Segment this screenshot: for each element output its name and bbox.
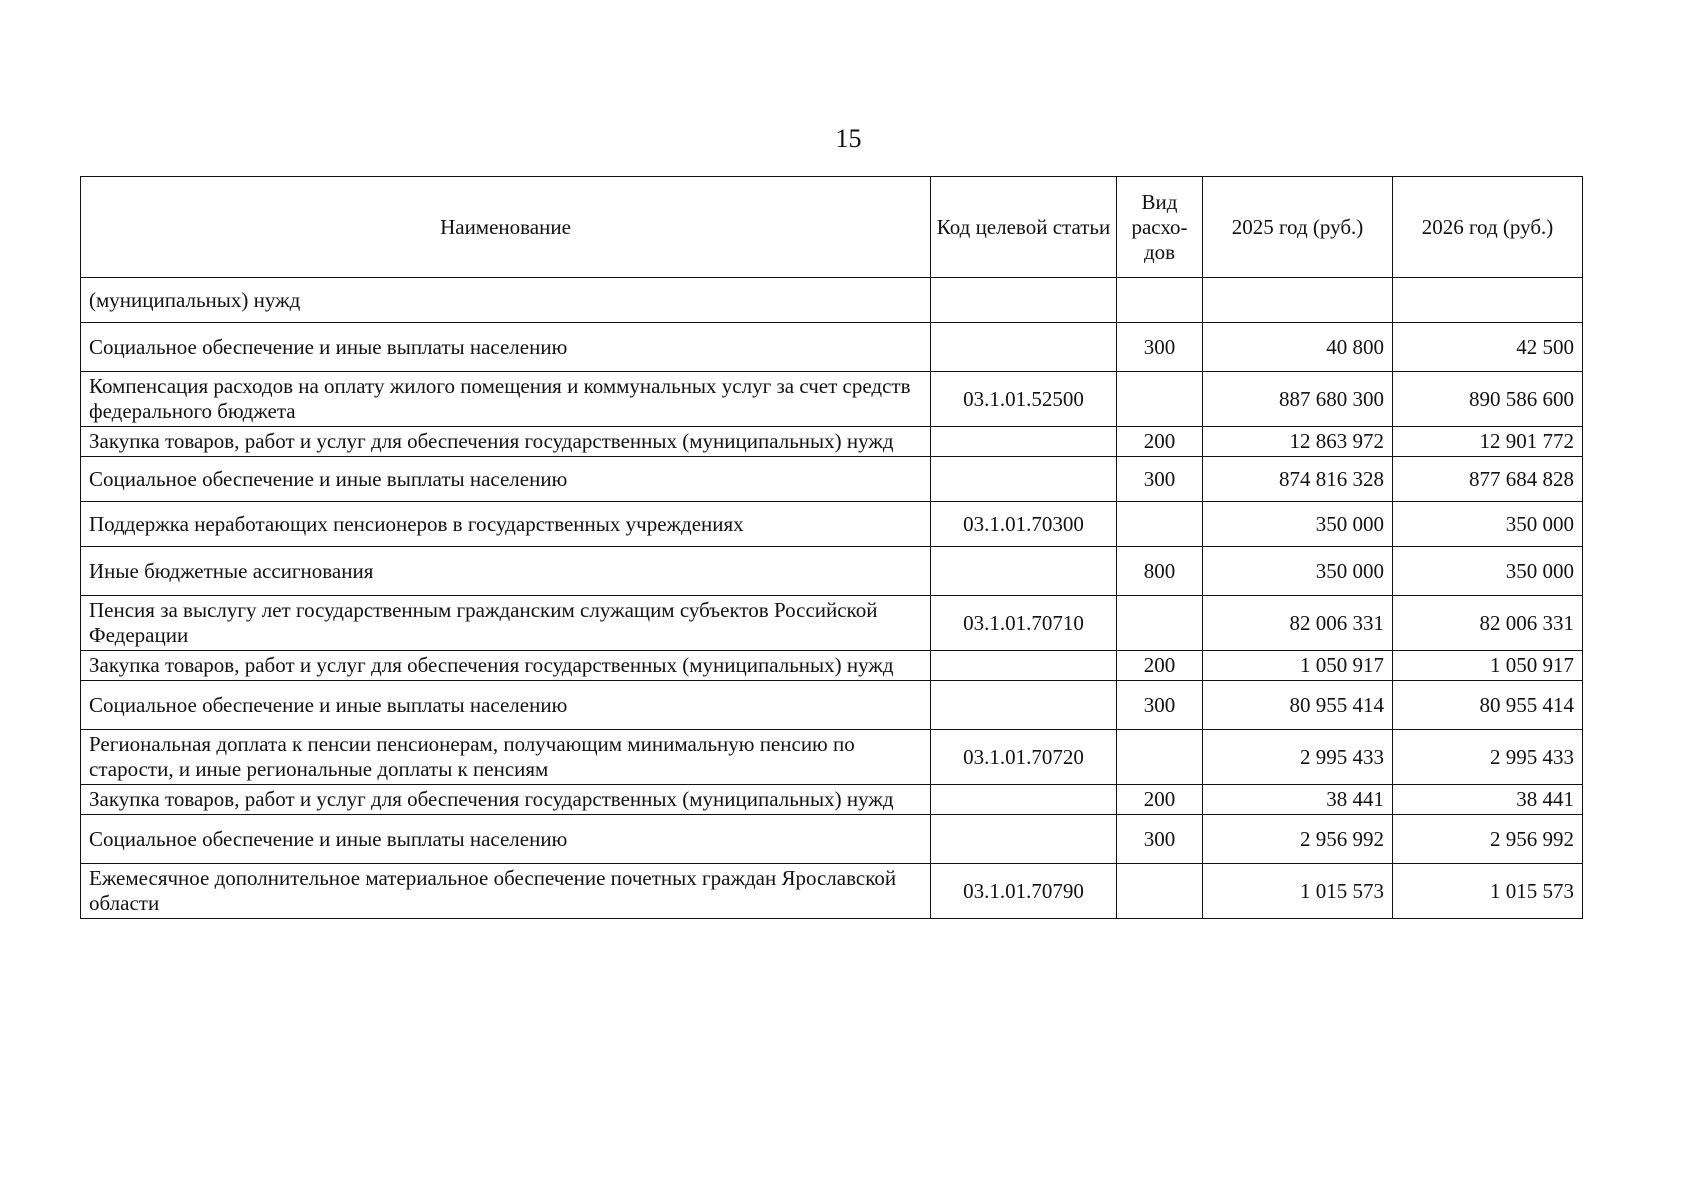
row-code: 03.1.01.52500: [931, 372, 1117, 427]
table-row: [81, 730, 1583, 785]
row-2026: 12 901 772: [1393, 427, 1583, 457]
row-2025: 887 680 300: [1203, 372, 1393, 427]
row-name: Пенсия за выслугу лет государственным гражданским служащим субъектов Российской Федерации: [81, 596, 931, 651]
row-name: Социальное обеспечение и иные выплаты населению: [81, 323, 931, 372]
row-type: 200: [1117, 427, 1203, 457]
row-code: 03.1.01.70710: [931, 596, 1117, 651]
row-type: 300: [1117, 815, 1203, 864]
row-name: Социальное обеспечение и иные выплаты населению: [81, 681, 931, 730]
row-type: 800: [1117, 547, 1203, 596]
row-type: 300: [1117, 323, 1203, 372]
table-row: [81, 278, 1583, 323]
row-name: Социальное обеспечение и иные выплаты населению: [81, 815, 931, 864]
row-2025: 2 995 433: [1203, 730, 1393, 785]
table-header-row: [81, 177, 1583, 278]
row-type: [1117, 864, 1203, 919]
header-code: Код целевой статьи: [931, 177, 1117, 278]
table-row: [81, 681, 1583, 730]
table-row: [81, 323, 1583, 372]
header-2025: 2025 год (руб.): [1203, 177, 1393, 278]
row-code: [931, 547, 1117, 596]
row-type: 300: [1117, 681, 1203, 730]
row-2026: 38 441: [1393, 785, 1583, 815]
row-2025: 1 050 917: [1203, 651, 1393, 681]
header-2026: 2026 год (руб.): [1393, 177, 1583, 278]
table-row: [81, 864, 1583, 919]
budget-table: [80, 176, 1583, 919]
table-row: [81, 502, 1583, 547]
row-type: 300: [1117, 457, 1203, 502]
row-2026: 890 586 600: [1393, 372, 1583, 427]
row-2025: 80 955 414: [1203, 681, 1393, 730]
row-2026: 350 000: [1393, 502, 1583, 547]
row-code: [931, 427, 1117, 457]
row-name: Иные бюджетные ассигнования: [81, 547, 931, 596]
row-2026: 80 955 414: [1393, 681, 1583, 730]
row-2025: 12 863 972: [1203, 427, 1393, 457]
row-2026: 877 684 828: [1393, 457, 1583, 502]
row-code: [931, 323, 1117, 372]
row-type: 200: [1117, 651, 1203, 681]
table-row: [81, 785, 1583, 815]
row-type: [1117, 502, 1203, 547]
row-name: Социальное обеспечение и иные выплаты населению: [81, 457, 931, 502]
row-2025: 350 000: [1203, 502, 1393, 547]
row-name: Ежемесячное дополнительное материальное обеспечение почетных граждан Ярославской области: [81, 864, 931, 919]
row-2026: 2 995 433: [1393, 730, 1583, 785]
row-2026: 1 015 573: [1393, 864, 1583, 919]
row-name: Закупка товаров, работ и услуг для обеспечения государственных (муниципальных) нужд: [81, 427, 931, 457]
row-2025: 82 006 331: [1203, 596, 1393, 651]
page-number: 15: [835, 124, 862, 153]
row-name: Закупка товаров, работ и услуг для обеспечения государственных (муниципальных) нужд: [81, 651, 931, 681]
row-2025: 2 956 992: [1203, 815, 1393, 864]
table-row: [81, 596, 1583, 651]
row-code: [931, 278, 1117, 323]
table-row: [81, 457, 1583, 502]
row-2026: 350 000: [1393, 547, 1583, 596]
row-code: [931, 457, 1117, 502]
table-row: [81, 427, 1583, 457]
row-code: [931, 651, 1117, 681]
row-2026: 2 956 992: [1393, 815, 1583, 864]
table-row: [81, 547, 1583, 596]
row-2025: 38 441: [1203, 785, 1393, 815]
row-code: [931, 785, 1117, 815]
row-name: (муниципальных) нужд: [81, 278, 931, 323]
row-2025: 874 816 328: [1203, 457, 1393, 502]
row-name: Закупка товаров, работ и услуг для обеспечения государственных (муниципальных) нужд: [81, 785, 931, 815]
header-name: Наименование: [81, 177, 931, 278]
row-type: 200: [1117, 785, 1203, 815]
table-row: [81, 815, 1583, 864]
row-code: [931, 815, 1117, 864]
row-code: 03.1.01.70790: [931, 864, 1117, 919]
table-row: [81, 651, 1583, 681]
row-2026: 82 006 331: [1393, 596, 1583, 651]
table-row: [81, 372, 1583, 427]
row-name: Региональная доплата к пенсии пенсионерам, получающим минимальную пенсию по старости, и иные региональные доплаты к пенсиям: [81, 730, 931, 785]
row-type: [1117, 596, 1203, 651]
row-2025: 1 015 573: [1203, 864, 1393, 919]
row-type: [1117, 278, 1203, 323]
row-2025: 350 000: [1203, 547, 1393, 596]
row-code: 03.1.01.70300: [931, 502, 1117, 547]
row-2026: 1 050 917: [1393, 651, 1583, 681]
row-2025: [1203, 278, 1393, 323]
row-name: Поддержка неработающих пенсионеров в государственных учреждениях: [81, 502, 931, 547]
row-2025: 40 800: [1203, 323, 1393, 372]
header-type: Вид расхо-дов: [1117, 177, 1203, 278]
row-type: [1117, 730, 1203, 785]
row-2026: 42 500: [1393, 323, 1583, 372]
row-code: 03.1.01.70720: [931, 730, 1117, 785]
row-type: [1117, 372, 1203, 427]
row-2026: [1393, 278, 1583, 323]
row-code: [931, 681, 1117, 730]
row-name: Компенсация расходов на оплату жилого помещения и коммунальных услуг за счет средств федерального бюджета: [81, 372, 931, 427]
